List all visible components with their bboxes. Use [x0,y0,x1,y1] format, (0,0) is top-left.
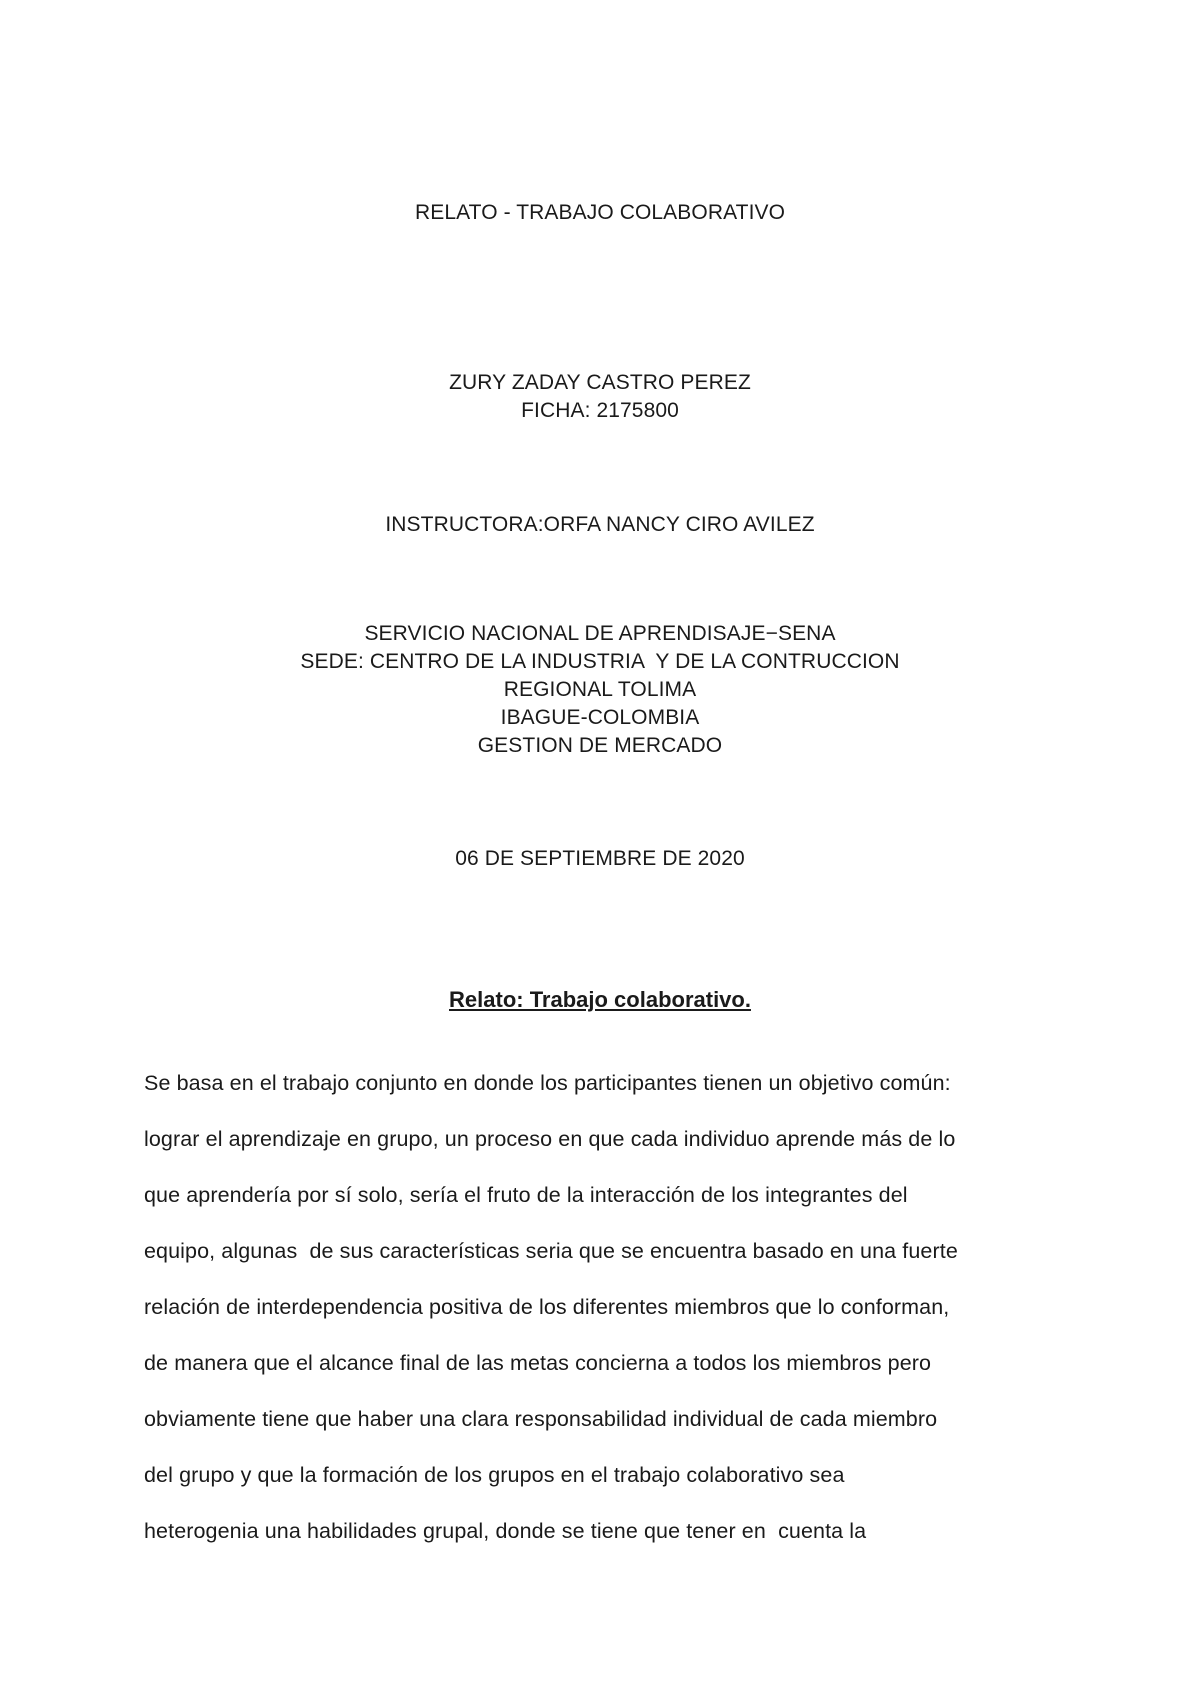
paragraph-line: obviamente tiene que haber una clara responsabilidad individual de cada miembro [144,1407,938,1431]
paragraph-line: equipo, algunas de sus características seria que se encuentra basado en una fuerte [144,1239,958,1263]
ficha-number: FICHA: 2175800 [521,399,679,422]
author-name: ZURY ZADAY CASTRO PEREZ [449,371,751,394]
regional-name: REGIONAL TOLIMA [503,678,697,701]
paragraph-line: de manera que el alcance final de las metas concierna a todos los miembros pero [144,1351,932,1375]
document-title: RELATO - TRABAJO COLABORATIVO [414,201,786,224]
city-name: IBAGUE-COLOMBIA [500,706,700,729]
campus-name: SEDE: CENTRO DE LA INDUSTRIA Y DE LA CONTRUCCION [300,650,900,673]
instructor-name: INSTRUCTORA:ORFA NANCY CIRO AVILEZ [385,513,815,536]
paragraph-line: del grupo y que la formación de los grupos en el trabajo colaborativo sea [144,1463,845,1487]
paragraph-line: relación de interdependencia positiva de los diferentes miembros que lo conforman, [144,1295,950,1319]
section-heading: Relato: Trabajo colaborativo. [449,987,751,1012]
paragraph-line: heterogenia una habilidades grupal, donde se tiene que tener en cuenta la [144,1519,867,1543]
paragraph-line: que aprendería por sí solo, sería el fruto de la interacción de los integrantes del [144,1183,908,1207]
program-name: GESTION DE MERCADO [477,734,723,757]
paragraph-line: lograr el aprendizaje en grupo, un proceso en que cada individuo aprende más de lo [144,1127,956,1151]
institution-name: SERVICIO NACIONAL DE APRENDISAJE−SENA [364,622,836,645]
paragraph-line: Se basa en el trabajo conjunto en donde los participantes tienen un objetivo común: [144,1071,951,1095]
document-date: 06 DE SEPTIEMBRE DE 2020 [455,847,745,870]
